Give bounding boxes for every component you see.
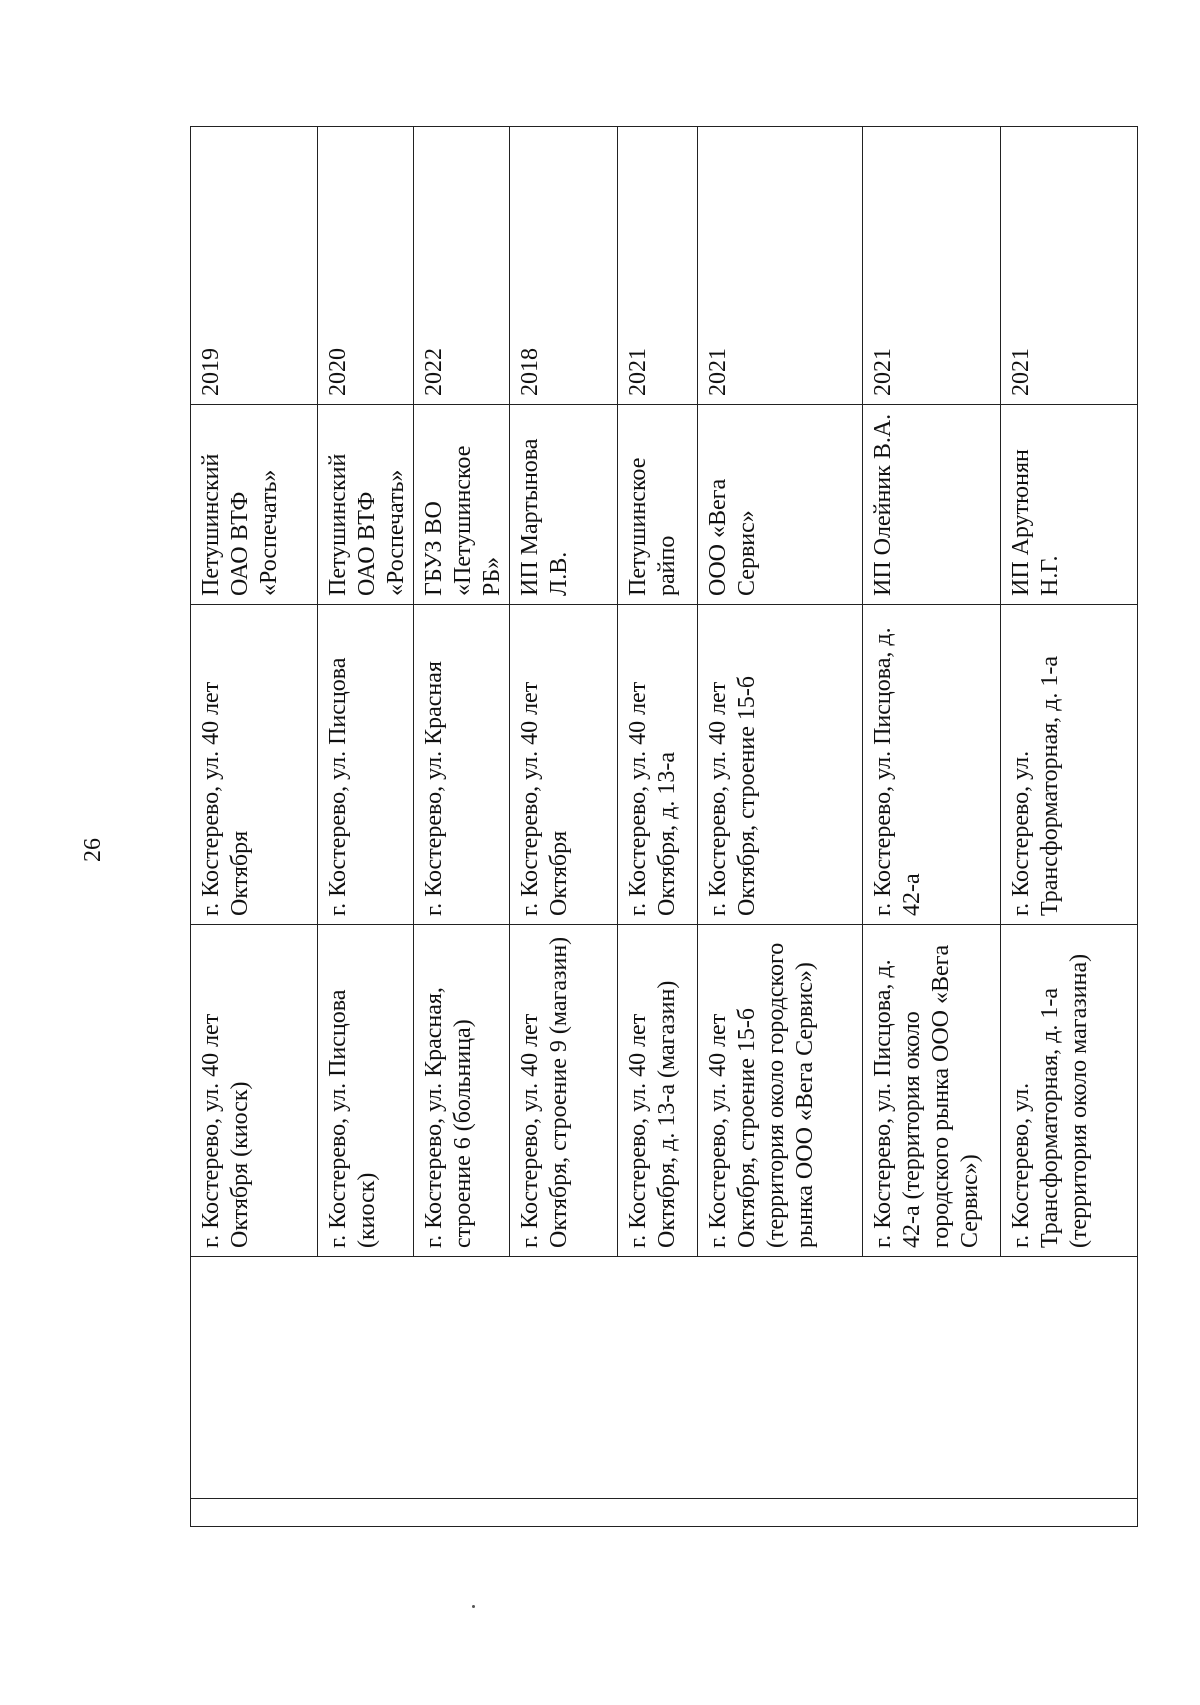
address-cell: г. Костерево, ул. Писцова (318, 605, 414, 925)
year-cell: 2020 (318, 127, 414, 405)
address-cell: г. Костерево, ул. 40 лет Октября (191, 605, 318, 925)
address-cell: г. Костерево, ул. Трансформаторная, д. 1-а (1001, 605, 1138, 925)
data-table (190, 126, 1138, 1527)
year-cell: 2021 (698, 127, 863, 405)
place-cell: г. Костерево, ул. Писцова (киоск) (318, 925, 414, 1257)
place-cell: г. Костерево, ул. 40 лет Октября, строение 15-б (территория около городского рынка ООО «Вега Сервис») (698, 925, 863, 1257)
place-cell: г. Костерево, ул. 40 лет Октября, д. 13-а (магазин) (618, 925, 698, 1257)
address-cell: г. Костерево, ул. Писцова, д. 42-а (863, 605, 1001, 925)
year-cell: 2019 (191, 127, 318, 405)
place-cell: г. Костерево, ул. 40 лет Октября, строение 9 (магазин) (510, 925, 618, 1257)
scan-speck (472, 1605, 475, 1608)
address-cell: г. Костерево, ул. 40 лет Октября (510, 605, 618, 925)
year-cell: 2021 (1001, 127, 1138, 405)
owner-cell: ГБУЗ ВО «Петушинское РБ» (414, 405, 510, 605)
owner-cell: Петушинский ОАО ВТФ «Роспечать» (191, 405, 318, 605)
place-cell: г. Костерево, ул. Трансформаторная, д. 1-а (территория около магазина) (1001, 925, 1138, 1257)
address-cell: г. Костерево, ул. Красная (414, 605, 510, 925)
blank-column-a (191, 1499, 1138, 1527)
page-number: 26 (80, 838, 106, 862)
year-cell: 2021 (863, 127, 1001, 405)
year-cell: 2022 (414, 127, 510, 405)
owner-cell: ООО «Вега Сервис» (698, 405, 863, 605)
blank-column-b (191, 1257, 1138, 1499)
owner-cell: Петушинский ОАО ВТФ «Роспечать» (318, 405, 414, 605)
owner-cell: ИП Олейник В.А. (863, 405, 1001, 605)
table-row (191, 127, 318, 1527)
year-cell: 2018 (510, 127, 618, 405)
place-cell: г. Костерево, ул. Красная, строение 6 (больница) (414, 925, 510, 1257)
owner-cell: ИП Мартынова Л.В. (510, 405, 618, 605)
address-cell: г. Костерево, ул. 40 лет Октября, строение 15-б (698, 605, 863, 925)
place-cell: г. Костерево, ул. 40 лет Октября (киоск) (191, 925, 318, 1257)
year-cell: 2021 (618, 127, 698, 405)
address-cell: г. Костерево, ул. 40 лет Октября, д. 13-а (618, 605, 698, 925)
owner-cell: ИП Арутюнян Н.Г. (1001, 405, 1138, 605)
owner-cell: Петушинское райпо (618, 405, 698, 605)
table-frame (190, 127, 1125, 1527)
place-cell: г. Костерево, ул. Писцова, д. 42-а (территория около городского рынка ООО «Вега Сервис») (863, 925, 1001, 1257)
